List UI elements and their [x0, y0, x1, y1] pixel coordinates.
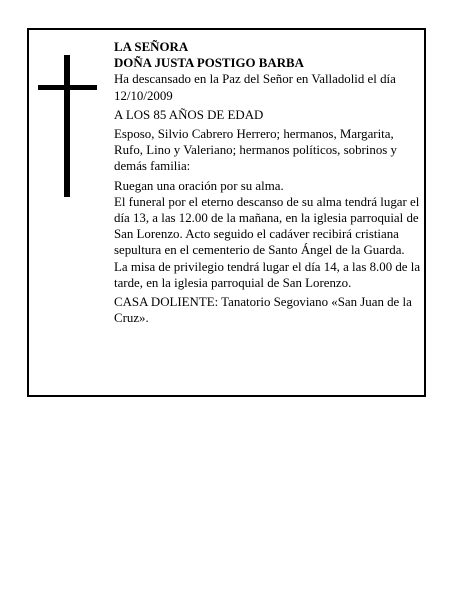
cross-horizontal-bar — [38, 85, 97, 90]
age-line: A LOS 85 AÑOS DE EDAD — [114, 107, 264, 122]
title-line: LA SEÑORA — [114, 40, 189, 54]
cross-vertical-bar — [64, 55, 70, 197]
mass-info: La misa de privilegio tendrá lugar el día 14, a las 8.00 de la tarde, en la iglesia parroquial de San Lorenzo. — [114, 259, 421, 290]
prayer-request: Ruegan una oración por su alma. — [114, 178, 284, 193]
funeral-info: El funeral por el eterno descanso de su alma tendrá lugar el día 13, a las 12.00 de la mañana, en la iglesia parroquial de San Lorenzo. Acto seguido el cadáver recibirá cristiana sepultura en el cementerio de Santo Ángel de la Guarda. — [114, 194, 420, 258]
obituary-text-block — [114, 39, 424, 326]
funeral-home: CASA DOLIENTE: Tanatorio Segoviano «San Juan de la Cruz». — [114, 295, 412, 326]
family-line: Esposo, Silvio Cabrero Herrero; hermanos, Margarita, Rufo, Lino y Valeriano; hermanos políticos, sobrinos y demás familia: — [114, 127, 397, 174]
death-notice: Ha descansado en la Paz del Señor en Valladolid el día 12/10/2009 — [114, 72, 396, 103]
deceased-name: DOÑA JUSTA POSTIGO BARBA — [114, 56, 304, 71]
